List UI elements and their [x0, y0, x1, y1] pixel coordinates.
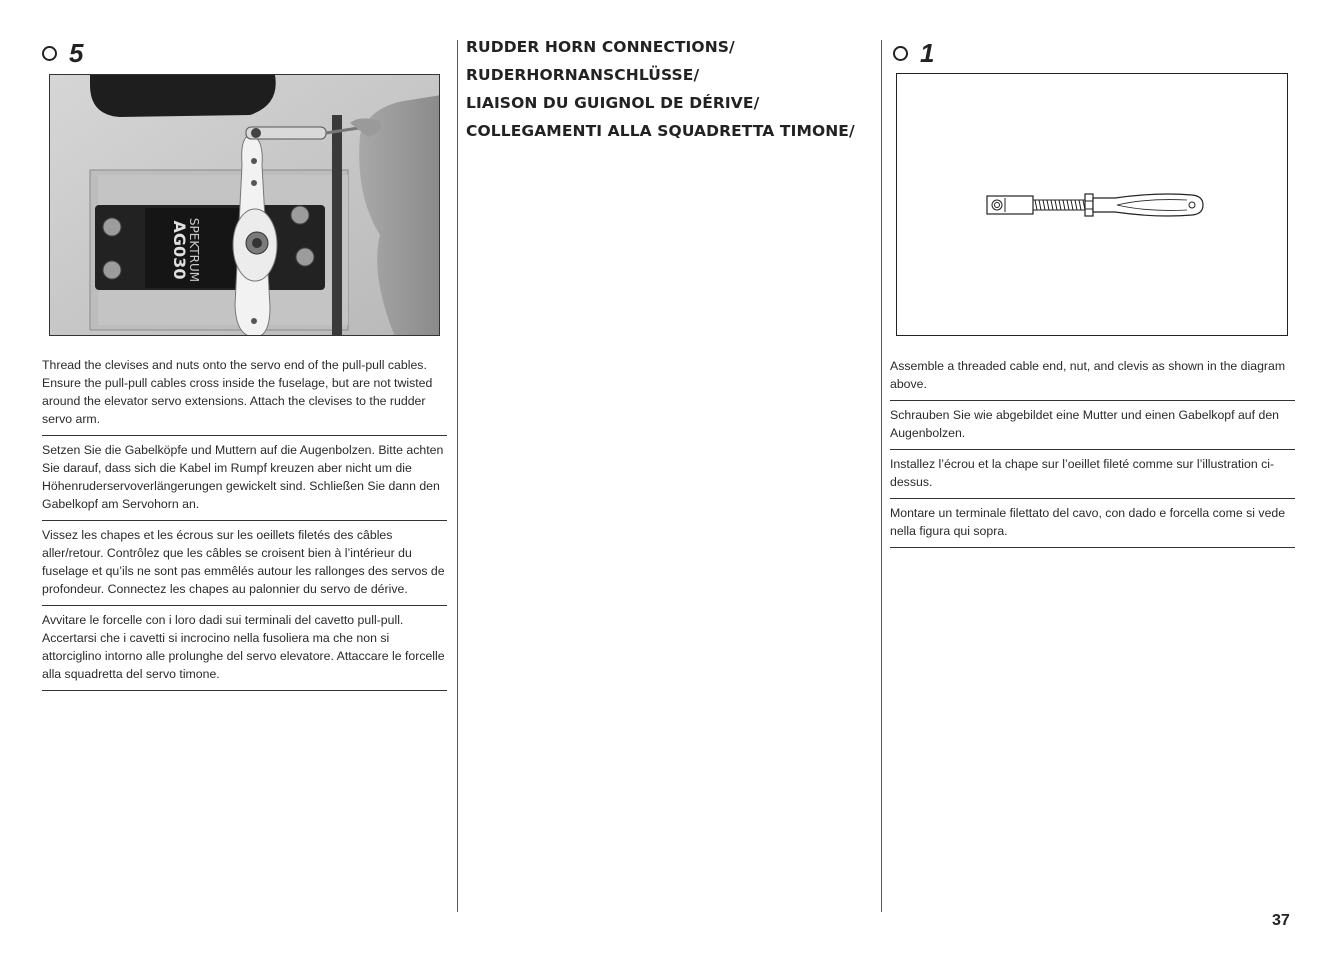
section-headings [466, 37, 866, 149]
instruction-en: Assemble a threaded cable end, nut, and clevis as shown in the diagram above. [890, 357, 1295, 401]
heading-en: RUDDER HORN CONNECTIONS/ [466, 38, 735, 56]
servo-label: AG030 [170, 220, 189, 280]
instruction-it: Avvitare le forcelle con i loro dadi sui terminali del cavetto pull-pull. Accertarsi che i cavetti si incrocino nella fusoliera ma che non si attorciglino intorno alle prolunghe del servo elevatore. Attaccare le forcelle alla squadretta del servo timone. [42, 606, 447, 691]
step-number: 5 [69, 38, 84, 68]
instruction-en: Thread the clevises and nuts onto the servo end of the pull-pull cables. Ensure the pull-pull cables cross inside the fuselage, but are not twisted around the elevator servo extensions. Attach the clevises to the rudder servo arm. [42, 356, 447, 436]
svg-text:SPEKTRUM: SPEKTRUM [187, 217, 201, 283]
step-header-right [893, 38, 934, 69]
instruction-fr: Installez l’écrou et la chape sur l’oeillet fileté comme sur l’illustration ci-dessus. [890, 450, 1295, 499]
instruction-de: Schrauben Sie wie abgebildet eine Mutter und einen Gabelkopf auf den Augenbolzen. [890, 401, 1295, 450]
column-divider-right [881, 40, 882, 912]
heading-de: RUDERHORNANSCHLÜSSE/ [466, 66, 700, 84]
clevis-diagram [896, 73, 1288, 336]
heading-fr: LIAISON DU GUIGNOL DE DÉRIVE/ [466, 94, 760, 112]
instruction-fr: Vissez les chapes et les écrous sur les oeillets filetés des câbles aller/retour. Contrôlez que les câbles se croisent bien à l’intérieur du fuselage et qu’ils ne sont pas emmêlés autour les rallonges des servos de profondeur. Connectez les chapes au palonnier du servo de dérive. [42, 521, 447, 606]
left-instructions [42, 356, 447, 691]
column-divider-left [457, 40, 458, 912]
step-checkbox-icon[interactable] [893, 46, 908, 61]
step-number: 1 [920, 38, 935, 68]
right-instructions [890, 357, 1295, 548]
instruction-de: Setzen Sie die Gabelköpfe und Muttern auf die Augenbolzen. Bitte achten Sie darauf, dass sich die Kabel im Rumpf kreuzen aber nicht um die Höhenruderservoverlängerungen gewickelt sind. Schließen Sie dann den Gabelkopf am Servohorn an. [42, 436, 447, 521]
instruction-it: Montare un terminale filettato del cavo, con dado e forcella come si vede nella figura qui sopra. [890, 499, 1295, 548]
step-header-left [42, 38, 83, 69]
step-checkbox-icon[interactable] [42, 46, 57, 61]
page-number: 37 [1272, 912, 1290, 929]
heading-it: COLLEGAMENTI ALLA SQUADRETTA TIMONE/ [466, 122, 855, 140]
servo-photo [49, 74, 440, 336]
